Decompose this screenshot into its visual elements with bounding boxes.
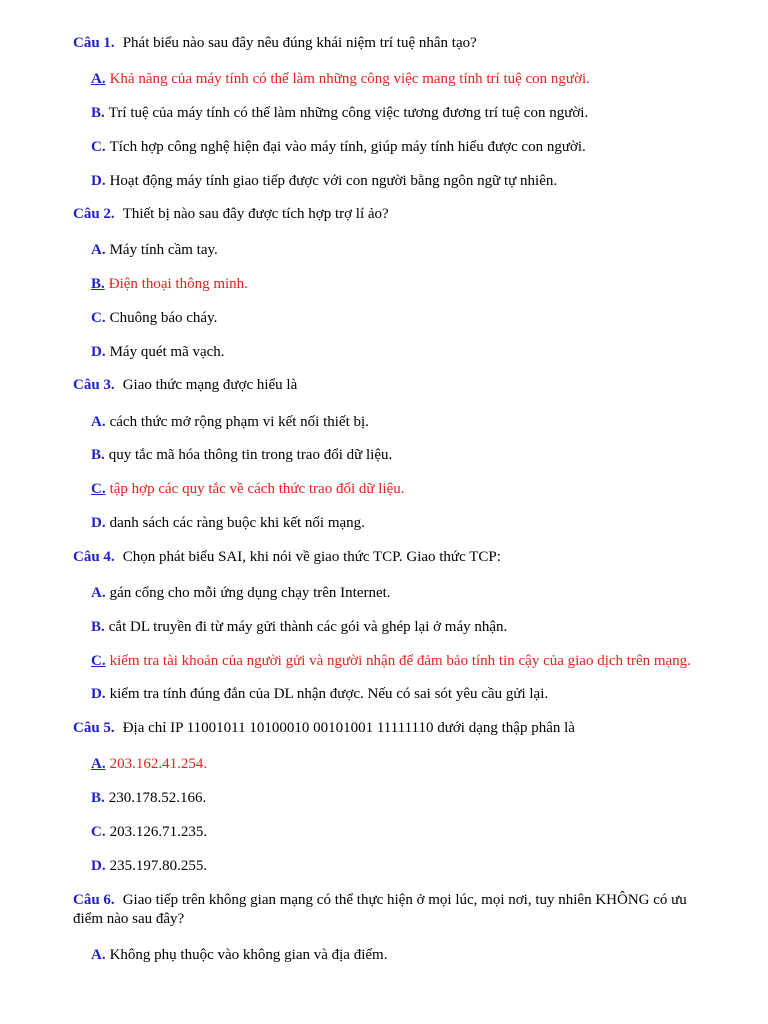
question-number: Câu 1. [73, 35, 115, 51]
option-text: 203.126.71.235. [109, 824, 208, 840]
option-letter: A. [91, 585, 106, 601]
q1-option-b [91, 104, 721, 123]
question-text: Giao thức mạng được hiểu là [122, 377, 298, 393]
option-text: cách thức mở rộng phạm vi kết nối thiết bị. [109, 414, 369, 430]
option-letter: B. [91, 790, 105, 806]
q3-option-c [91, 480, 721, 499]
option-text: Hoạt động máy tính giao tiếp được với con người bằng ngôn ngữ tự nhiên. [109, 173, 558, 189]
option-letter: D. [91, 173, 106, 189]
option-letter: B. [91, 619, 105, 635]
option-letter: C. [91, 481, 106, 497]
option-letter: B. [91, 105, 105, 121]
q2-option-b [91, 275, 721, 294]
option-letter: D. [91, 344, 106, 360]
q1-option-d [91, 172, 721, 191]
q4-option-a [91, 584, 721, 603]
option-letter: D. [91, 515, 106, 531]
option-text: danh sách các ràng buộc khi kết nối mạng. [109, 515, 365, 531]
option-letter: A. [91, 756, 106, 772]
question-5 [73, 719, 718, 738]
q4-option-b [91, 618, 721, 637]
question-2 [73, 205, 718, 224]
question-number: Câu 5. [73, 720, 115, 736]
q1-option-c [91, 138, 721, 157]
option-letter: A. [91, 71, 106, 87]
option-text: Trí tuệ của máy tính có thể làm những công việc tương đương trí tuệ con người. [108, 105, 589, 121]
question-text: Địa chỉ IP 11001011 10100010 00101001 11111110 dưới dạng thập phân là [122, 720, 575, 736]
question-6 [73, 891, 718, 929]
q4-option-d [91, 685, 721, 704]
q5-option-d [91, 857, 721, 876]
option-text: quy tắc mã hóa thông tin trong trao đổi dữ liệu. [108, 447, 393, 463]
question-text: Chọn phát biểu SAI, khi nói về giao thức TCP. Giao thức TCP: [122, 549, 501, 565]
q2-option-a [91, 241, 721, 260]
option-text: 230.178.52.166. [108, 790, 207, 806]
question-3 [73, 376, 718, 395]
q3-option-b [91, 446, 721, 465]
option-letter: B. [91, 447, 105, 463]
option-text: Khả năng của máy tính có thể làm những công việc mang tính trí tuệ con người. [109, 71, 590, 87]
option-text: kiểm tra tính đúng đắn của DL nhận được. Nếu có sai sót yêu cầu gửi lại. [109, 686, 549, 702]
q2-option-c [91, 309, 721, 328]
option-letter: A. [91, 242, 106, 258]
option-text: gán cổng cho mỗi ứng dụng chạy trên Internet. [109, 585, 391, 601]
option-letter: C. [91, 824, 106, 840]
option-letter: A. [91, 947, 106, 963]
question-number: Câu 6. [73, 892, 115, 908]
option-text: Máy tính cầm tay. [109, 242, 218, 258]
option-text: 235.197.80.255. [109, 858, 208, 874]
question-number: Câu 3. [73, 377, 115, 393]
option-text: tập hợp các quy tắc về cách thức trao đổi dữ liệu. [109, 481, 405, 497]
option-letter: B. [91, 276, 105, 292]
question-text: Thiết bị nào sau đây được tích hợp trợ lí ảo? [122, 206, 389, 222]
option-letter: A. [91, 414, 106, 430]
q5-option-c [91, 823, 721, 842]
option-letter: C. [91, 310, 106, 326]
q6-option-a [91, 946, 721, 965]
q3-option-a [91, 413, 721, 432]
option-text: 203.162.41.254. [109, 756, 208, 772]
option-letter: D. [91, 858, 106, 874]
option-text: kiểm tra tài khoản của người gửi và người nhận để đảm bảo tính tin cậy của giao dịch trên mạng. [109, 653, 691, 669]
option-letter: D. [91, 686, 106, 702]
option-text: Điện thoại thông minh. [108, 276, 248, 292]
question-4 [73, 548, 718, 567]
q1-option-a [91, 70, 721, 89]
question-number: Câu 2. [73, 206, 115, 222]
option-letter: C. [91, 653, 106, 669]
question-1 [73, 34, 718, 53]
q2-option-d [91, 343, 721, 362]
q3-option-d [91, 514, 721, 533]
option-text: Chuông báo cháy. [109, 310, 218, 326]
question-text: Phát biểu nào sau đây nêu đúng khái niệm trí tuệ nhân tạo? [122, 35, 477, 51]
option-text: Tích hợp công nghệ hiện đại vào máy tính, giúp máy tính hiểu được con người. [109, 139, 586, 155]
q5-option-b [91, 789, 721, 808]
question-number: Câu 4. [73, 549, 115, 565]
question-text: Giao tiếp trên không gian mạng có thể thực hiện ở mọi lúc, mọi nơi, tuy nhiên KHÔNG có ưu điểm nào sau đây? [73, 892, 687, 927]
option-text: Máy quét mã vạch. [109, 344, 225, 360]
option-text: cắt DL truyền đi từ máy gửi thành các gói và ghép lại ở máy nhận. [108, 619, 508, 635]
option-letter: C. [91, 139, 106, 155]
q4-option-c [91, 652, 721, 671]
q5-option-a [91, 755, 721, 774]
option-text: Không phụ thuộc vào không gian và địa điểm. [109, 947, 388, 963]
